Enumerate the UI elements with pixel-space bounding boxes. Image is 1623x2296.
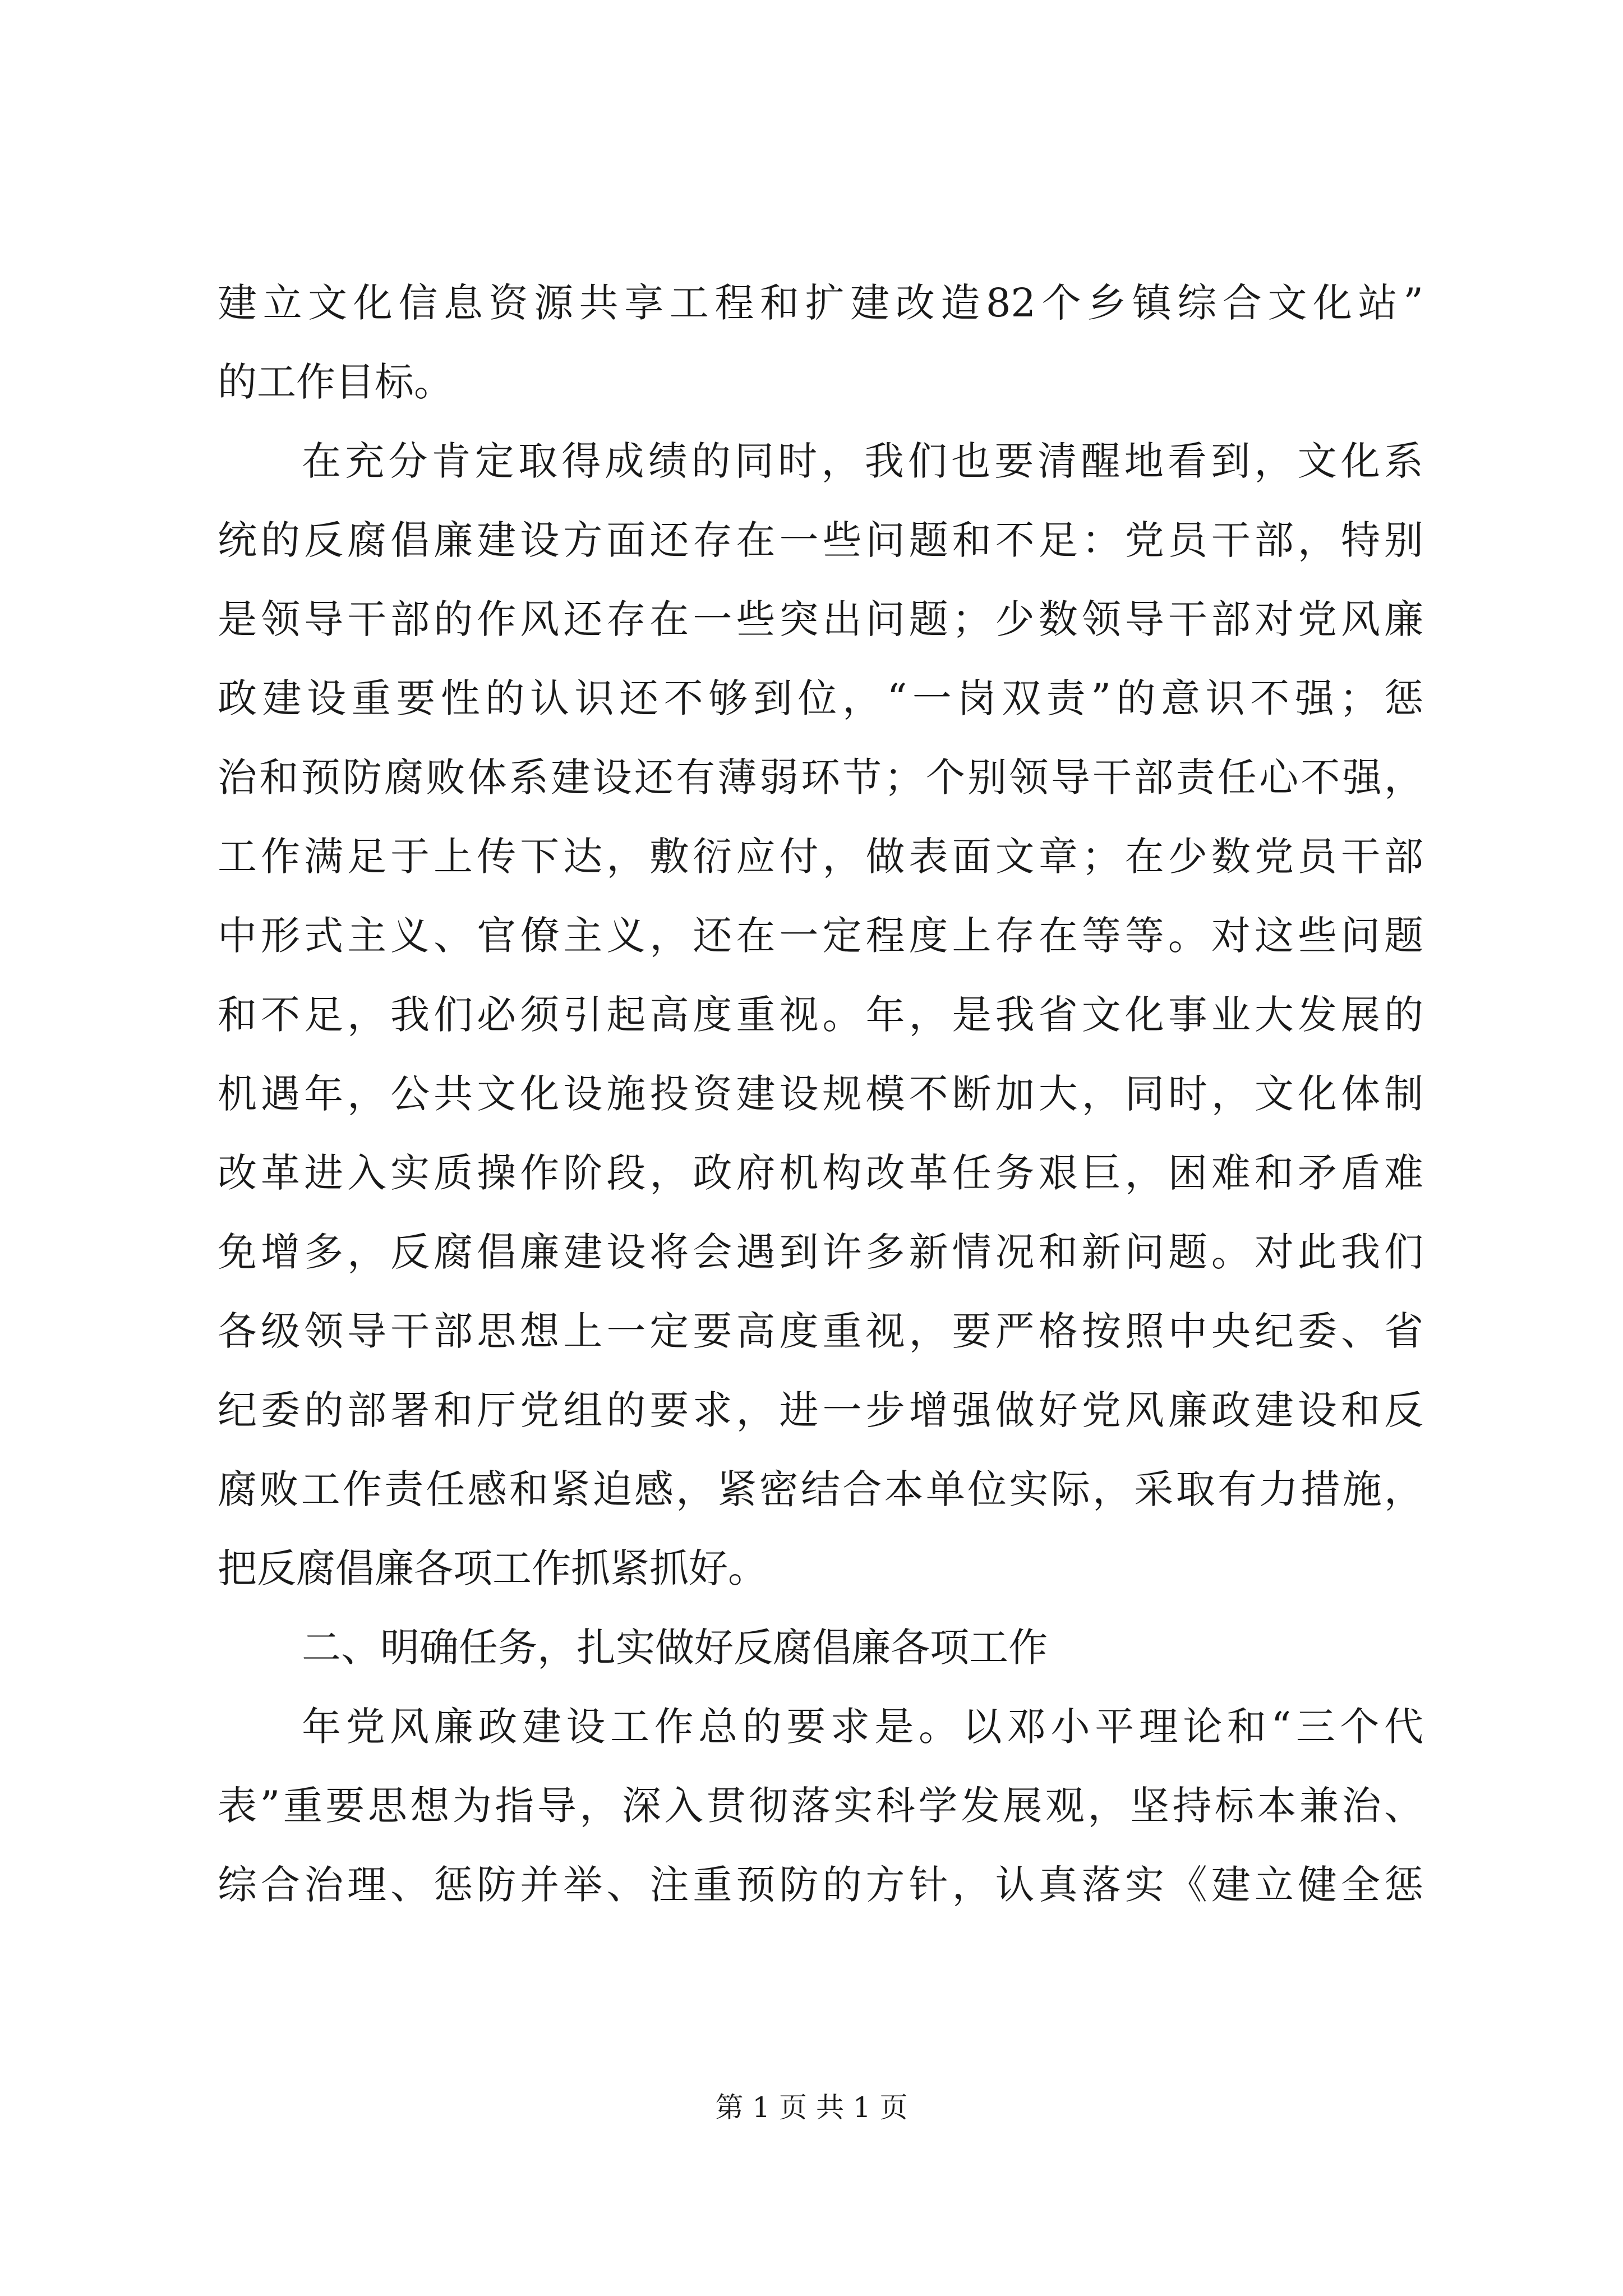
text-line: 免增多，反腐倡廉建设将会遇到许多新情况和新问题。对此我们	[218, 1229, 1423, 1275]
text-line: 年党风廉政建设工作总的要求是。以邓小平理论和“三个代	[302, 1704, 1423, 1750]
text-line: 二、明确任务，扎实做好反腐倡廉各项工作	[302, 1625, 1048, 1671]
document-body	[218, 264, 1423, 1925]
text-line: 是领导干部的作风还存在一些突出问题；少数领导干部对党风廉	[218, 596, 1423, 642]
text-line: 纪委的部署和厅党组的要求，进一步增强做好党风廉政建设和反	[218, 1387, 1423, 1433]
page-footer: 第 1 页 共 1 页	[715, 2091, 908, 2124]
text-line: 腐败工作责任感和紧迫感，紧密结合本单位实际，采取有力措施，	[218, 1466, 1423, 1512]
text-line: 治和预防腐败体系建设还有薄弱环节；个别领导干部责任心不强，	[218, 754, 1423, 800]
text-line: 和不足，我们必须引起高度重视。年，是我省文化事业大发展的	[218, 992, 1423, 1038]
text-line: 综合治理、惩防并举、注重预防的方针，认真落实《建立健全惩	[218, 1862, 1423, 1908]
text-line: 的工作目标。	[218, 359, 453, 405]
text-line: 工作满足于上传下达，敷衍应付，做表面文章；在少数党员干部	[218, 834, 1423, 880]
text-line: 在充分肯定取得成绩的同时，我们也要清醒地看到，文化系	[302, 438, 1423, 484]
text-line: 建立文化信息资源共享工程和扩建改造82个乡镇综合文化站”	[218, 280, 1423, 326]
text-line: 统的反腐倡廉建设方面还存在一些问题和不足：党员干部，特别	[218, 517, 1423, 563]
text-line: 各级领导干部思想上一定要高度重视，要严格按照中央纪委、省	[218, 1308, 1423, 1354]
text-line: 机遇年，公共文化设施投资建设规模不断加大，同时，文化体制	[218, 1071, 1423, 1117]
text-line: 改革进入实质操作阶段，政府机构改革任务艰巨，困难和矛盾难	[218, 1150, 1423, 1196]
text-line: 表”重要思想为指导，深入贯彻落实科学发展观，坚持标本兼治、	[218, 1783, 1423, 1829]
text-line: 中形式主义、官僚主义，还在一定程度上存在等等。对这些问题	[218, 913, 1423, 959]
text-line: 政建设重要性的认识还不够到位，“一岗双责”的意识不强；惩	[218, 675, 1423, 721]
text-line: 把反腐倡廉各项工作抓紧抓好。	[218, 1545, 767, 1591]
